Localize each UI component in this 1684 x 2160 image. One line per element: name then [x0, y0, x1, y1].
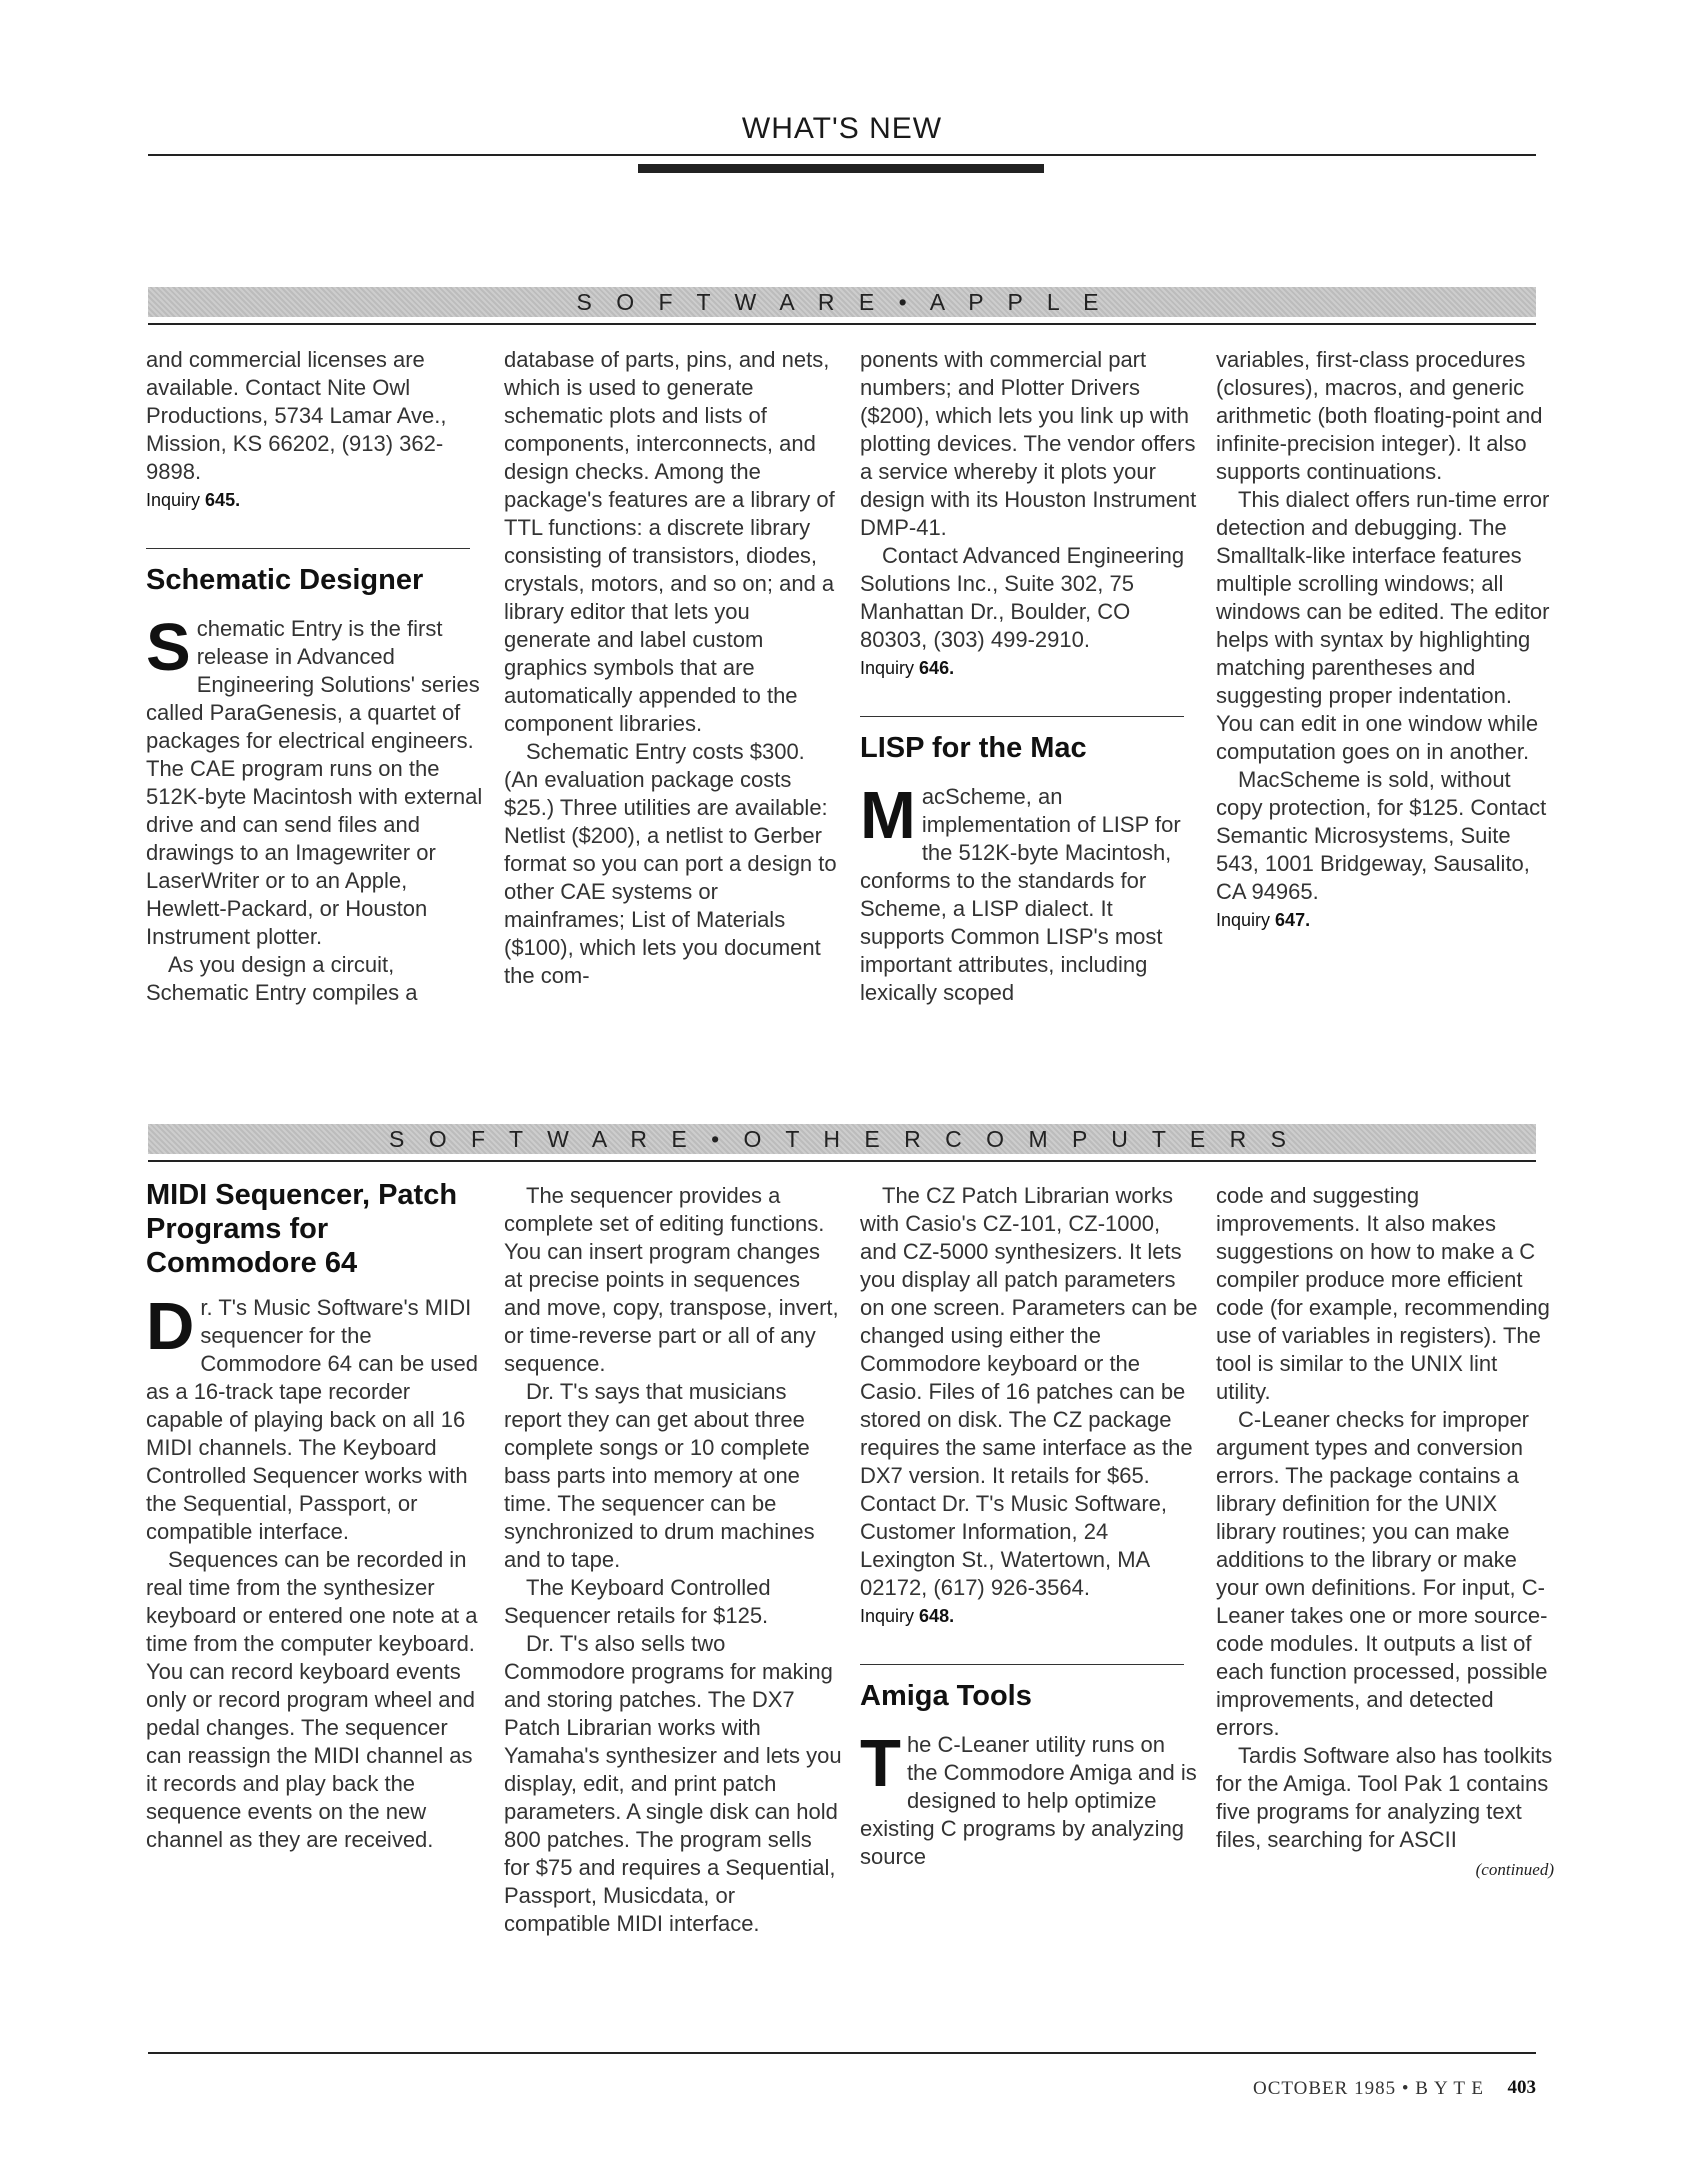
- body-paragraph: [146, 1289, 484, 1546]
- body-paragraph: The Keyboard Controlled Sequencer retails for $125.: [504, 1575, 771, 1628]
- body-paragraph: Dr. T's says that musicians report they can get about three complete songs or 10 complete bass parts into memory at one time. The sequencer can be synchronized to drum machines and to tape.: [504, 1379, 815, 1572]
- body-paragraph: Contact Advanced Engineering Solutions Inc., Suite 302, 75 Manhattan Dr., Boulder, CO 80303, (303) 499-2910.: [860, 543, 1185, 652]
- article-heading: Schematic Designer: [146, 564, 424, 596]
- inquiry-number: 645.: [205, 490, 241, 510]
- article-heading: MIDI Sequencer, Patch Programs for Commodore 64: [146, 1179, 458, 1279]
- inquiry-label: Inquiry: [860, 658, 915, 678]
- continued-note: (continued): [1475, 1860, 1554, 1879]
- section-label-software-apple: S O F T W A R E • A P P L E: [576, 289, 1108, 315]
- inquiry-line: [1216, 908, 1554, 932]
- inquiry-number: 647.: [1275, 910, 1311, 930]
- inquiry-number: 646.: [919, 658, 955, 678]
- body-paragraph: and commercial licenses are available. Contact Nite Owl Productions, 5734 Lamar Ave., Mission, KS 66202, (913) 362-9898.: [146, 347, 447, 484]
- article-column-4: [1216, 346, 1554, 932]
- paragraph-text: chematic Entry is the first release in Advanced Engineering Solutions' series called ParaGenesis, a quartet of packages for electrical engineers. The CAE program runs on the 512K-byte Macintosh with external drive and can send files and drawings to an Imagewriter or LaserWriter or to an Apple, Hewlett-Packard, or Houston Instrument plotter.: [146, 616, 483, 949]
- inquiry-line: [146, 488, 484, 512]
- body-paragraph: The sequencer provides a complete set of editing functions. You can insert program changes at precise points in sequences and move, copy, transpose, invert, or time-reverse part or all of any sequence.: [504, 1183, 839, 1376]
- header-thin-rule: [148, 154, 1536, 156]
- body-paragraph: Sequences can be recorded in real time from the synthesizer keyboard or entered one note at a time from the computer keyboard. You can record keyboard events only or record program wheel and pedal changes. The sequencer can reassign the MIDI channel as it records and play back the sequence events on the new channel as they are received.: [146, 1547, 478, 1852]
- body-paragraph: [146, 610, 484, 951]
- paragraph-text: r. T's Music Software's MIDI sequencer for the Commodore 64 can be used as a 16-track tape recorder capable of playing back on all 16 MIDI channels. The Keyboard Controlled Sequencer works with the Sequential, Passport, or compatible interface.: [146, 1295, 479, 1544]
- body-paragraph: The CZ Patch Librarian works with Casio's CZ-101, CZ-1000, and CZ-5000 synthesizers. It lets you display all patch parameters on one screen. Parameters can be changed using either the Commodore keyboard or the Casio. Files of 16 patches can be stored on disk. The CZ package requires the same interface as the DX7 version. It retails for $65. Contact Dr. T's Music Software, Customer Information, 24 Lexington St., Watertown, MA 02172, (617) 926-3564.: [860, 1183, 1198, 1600]
- body-paragraph: database of parts, pins, and nets, which is used to generate schematic plots and lists of components, interconnects, and design checks. Among the package's features are a library of TTL functions: a discrete library consisting of transistors, diodes, crystals, motors, and so on; and a library editor that lets you generate and label custom graphics symbols that are automatically appended to the component libraries.: [504, 347, 835, 736]
- page-header-title: WHAT'S NEW: [741, 112, 943, 145]
- body-paragraph: code and suggesting improvements. It also makes suggestions on how to make a C compiler produce more efficient code (for example, recommending use of variables in registers). The tool is similar to the UNIX lint utility.: [1216, 1183, 1550, 1404]
- paragraph-text: acScheme, an implementation of LISP for the 512K-byte Macintosh, conforms to the standards for Scheme, a LISP dialect. It supports Common LISP's most important attributes, including lexically scoped: [860, 784, 1181, 1005]
- inquiry-line: [860, 1604, 1198, 1628]
- body-paragraph: Schematic Entry costs $300. (An evaluation package costs $25.) Three utilities are available: Netlist ($200), a netlist to Gerber format so you can port a design to other CAE systems or mainframes; List of Materials ($100), which lets you document the com-: [504, 739, 837, 988]
- drop-cap: D: [146, 1289, 195, 1364]
- article-separator: [860, 1664, 1184, 1665]
- body-paragraph: Tardis Software also has toolkits for the Amiga. Tool Pak 1 contains five programs for analyzing text files, searching for ASCII: [1216, 1743, 1553, 1852]
- article-heading: Amiga Tools: [860, 1680, 1032, 1712]
- section-label-software-other-computers: S O F T W A R E • O T H E R C O M P U T E R S: [389, 1126, 1295, 1152]
- body-paragraph: variables, first-class procedures (closures), macros, and generic arithmetic (both floating-point and infinite-precision integer). It also supports continuations.: [1216, 347, 1543, 484]
- drop-cap: T: [860, 1726, 901, 1801]
- article-column-2: [504, 346, 842, 990]
- article-column-1: [146, 346, 484, 1007]
- article-separator: [146, 548, 470, 549]
- section-underline: [148, 323, 1536, 325]
- section-band-software-other-computers: [148, 1124, 1536, 1154]
- drop-cap: M: [860, 778, 916, 853]
- header-thick-rule: [638, 164, 1044, 173]
- body-paragraph: ponents with commercial part numbers; and Plotter Drivers ($200), which lets you link up with plotting devices. The vendor offers a service whereby it plots your design with its Houston Instrument DMP-41.: [860, 347, 1197, 540]
- footer-issue: OCTOBER 1985 • B Y T E: [1253, 2078, 1484, 2099]
- article-column-4: [1216, 1182, 1554, 1884]
- inquiry-line: [860, 656, 1198, 680]
- article-column-2: [504, 1182, 842, 1938]
- drop-cap: S: [146, 610, 191, 685]
- inquiry-label: Inquiry: [146, 490, 201, 510]
- body-paragraph: Dr. T's also sells two Commodore programs for making and storing patches. The DX7 Patch Librarian works with Yamaha's synthesizer and lets you display, edit, and print patch parameters. A single disk can hold 800 patches. The program sells for $75 and requires a Sequential, Passport, Musicdata, or compatible MIDI interface.: [504, 1631, 842, 1936]
- article-column-1: [146, 1178, 484, 1854]
- section-underline: [148, 1160, 1536, 1162]
- body-paragraph: This dialect offers run-time error detection and debugging. The Smalltalk-like interface features multiple scrolling windows; all windows can be edited. The editor helps with syntax by highlighting matching parentheses and suggesting proper indentation. You can edit in one window while computation goes on in another.: [1216, 487, 1550, 764]
- body-paragraph: As you design a circuit, Schematic Entry compiles a: [146, 952, 418, 1005]
- article-column-3: [860, 346, 1198, 1007]
- article-separator: [860, 716, 1184, 717]
- page-number: 403: [1507, 2077, 1536, 2098]
- footer-rule: [148, 2052, 1536, 2054]
- section-band-software-apple: [148, 287, 1536, 317]
- body-paragraph: [860, 1726, 1198, 1871]
- inquiry-label: Inquiry: [860, 1606, 915, 1626]
- paragraph-text: he C-Leaner utility runs on the Commodore Amiga and is designed to help optimize existing C programs by analyzing source: [860, 1732, 1197, 1869]
- inquiry-label: Inquiry: [1216, 910, 1271, 930]
- article-column-3: [860, 1182, 1198, 1871]
- article-heading: LISP for the Mac: [860, 732, 1087, 764]
- body-paragraph: [860, 778, 1198, 1007]
- body-paragraph: C-Leaner checks for improper argument types and conversion errors. The package contains a library definition for the UNIX library routines; you can make additions to the library or make your own definitions. For input, C-Leaner takes one or more source-code modules. It outputs a list of each function processed, possible improvements, and detected errors.: [1216, 1407, 1548, 1740]
- body-paragraph: MacScheme is sold, without copy protection, for $125. Contact Semantic Microsystems, Suite 543, 1001 Bridgeway, Sausalito, CA 94965.: [1216, 767, 1547, 904]
- inquiry-number: 648.: [919, 1606, 955, 1626]
